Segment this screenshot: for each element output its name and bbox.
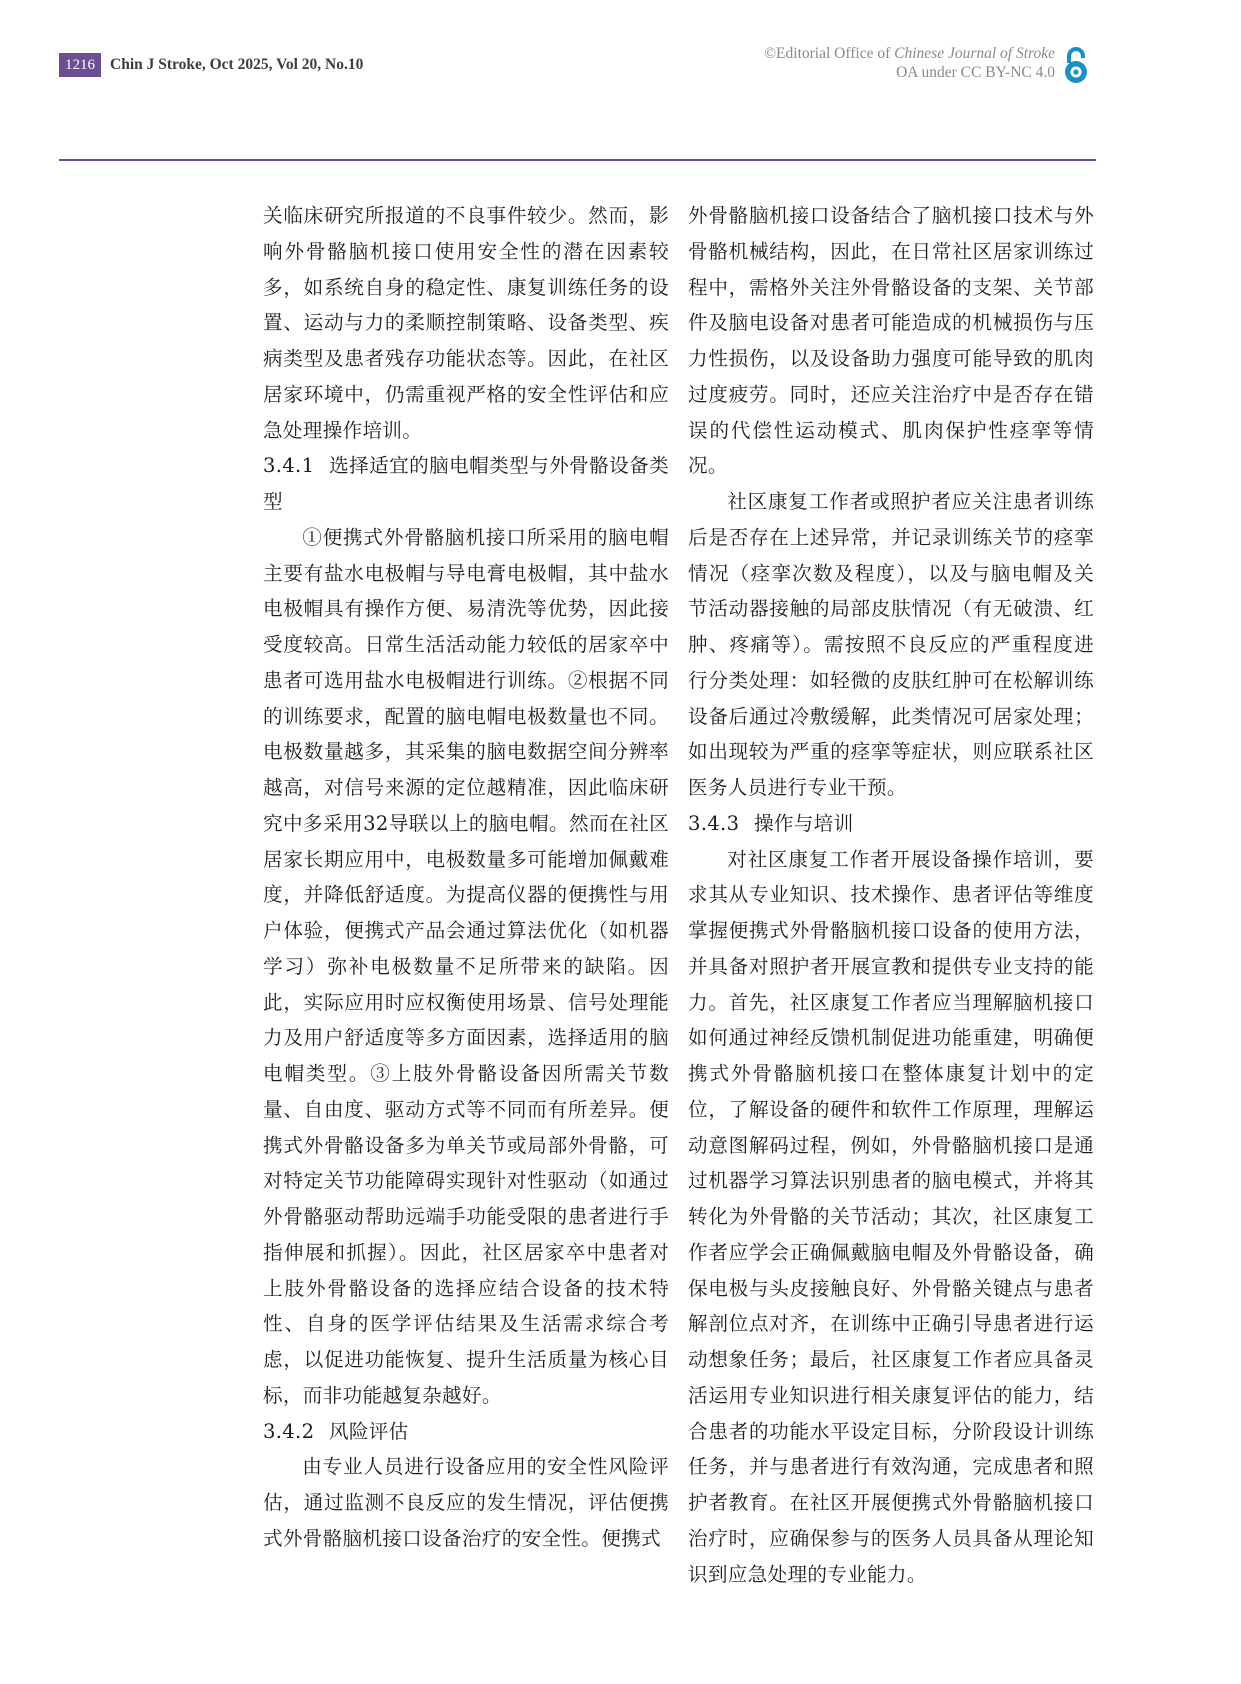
section-title: 选择适宜的脑电帽类型与外骨骼设备类型: [263, 454, 669, 513]
right-column: [688, 198, 1094, 1592]
paragraph: 对社区康复工作者开展设备操作培训，要求其从专业知识、技术操作、患者评估等维度掌握便携式外骨骼脑机接口设备的使用方法，并具备对照护者开展宣教和提供专业支持的能力。首先，社区康复工作者应当理解脑机接口如何通过神经反馈机制促进功能重建，明确便携式外骨骼脑机接口在整体康复计划中的定位，了解设备的硬件和软件工作原理，理解运动意图解码过程，例如，外骨骼脑机接口是通过机器学习算法识别患者的脑电模式，并将其转化为外骨骼的关节活动；其次，社区康复工作者应学会正确佩戴脑电帽及外骨骼设备，确保电极与头皮接触良好、外骨骼关键点与患者解剖位点对齐，在训练中正确引导患者进行运动想象任务；最后，社区康复工作者应具备灵活运用专业知识进行相关康复评估的能力，结合患者的功能水平设定目标，分阶段设计训练任务，并与患者进行有效沟通，完成患者和照护者教育。在社区开展便携式外骨骼脑机接口治疗时，应确保参与的医务人员具备从理论知识到应急处理的专业能力。: [688, 847, 1094, 1586]
section-number: 3.4.2: [263, 1419, 315, 1443]
section-heading-3-4-1: [263, 448, 669, 520]
paragraph: ①便携式外骨骼脑机接口所采用的脑电帽主要有盐水电极帽与导电膏电极帽，其中盐水电极帽具有操作方便、易清洗等优势，因此接受度较高。日常生活活动能力较低的居家卒中患者可选用盐水电极帽进行训练。②根据不同的训练要求，配置的脑电帽电极数量也不同。电极数量越多，其采集的脑电数据空间分辨率越高，对信号来源的定位越精准，因此临床研究中多采用32导联以上的脑电帽。然而在社区居家长期应用中，电极数量多可能增加佩戴难度，并降低舒适度。为提高仪器的便携性与用户体验，便携式产品会通过算法优化（如机器学习）弥补电极数量不足所带来的缺陷。因此，实际应用时应权衡使用场景、信号处理能力及用户舒适度等多方面因素，选择适用的脑电帽类型。③上肢外骨骼设备因所需关节数量、自由度、驱动方式等不同而有所差异。便携式外骨骼设备多为单关节或局部外骨骼，可对特定关节功能障碍实现针对性驱动（如通过外骨骼驱动帮助远端手功能受限的患者进行手指伸展和抓握）。因此，社区居家卒中患者对上肢外骨骼设备的选择应结合设备的技术特性、自身的医学评估结果及生活需求综合考虑，以促进功能恢复、提升生活质量为核心目标，而非功能越复杂越好。: [263, 525, 669, 1407]
paragraph: 社区康复工作者或照护者应关注患者训练后是否存在上述异常，并记录训练关节的痉挛情况（痉挛次数及程度），以及与脑电帽及关节活动器接触的局部皮肤情况（有无破溃、红肿、疼痛等）。需按照不良反应的严重程度进行分类处理：如轻微的皮肤红肿可在松解训练设备后通过冷敷缓解，此类情况可居家处理；如出现较为严重的痉挛等症状，则应联系社区医务人员进行专业干预。: [688, 490, 1094, 799]
section-number: 3.4.1: [263, 454, 315, 478]
section-title: 风险评估: [329, 1419, 409, 1443]
copyright-notice: [764, 44, 1055, 82]
paragraph: 由专业人员进行设备应用的安全性风险评估，通过监测不良反应的发生情况，评估便携式外骨骼脑机接口设备治疗的安全性。便携式: [263, 1455, 669, 1550]
copyright-prefix: ©Editorial Office of: [764, 45, 895, 62]
license-line: OA under CC BY-NC 4.0: [896, 64, 1055, 81]
page-number: 1216: [59, 53, 101, 77]
section-heading-3-4-3: [688, 806, 1094, 842]
section-title: 操作与培训: [754, 811, 854, 835]
paragraph: 关临床研究所报道的不良事件较少。然而，影响外骨骼脑机接口使用安全性的潜在因素较多，如系统自身的稳定性、康复训练任务的设置、运动与力的柔顺控制策略、设备类型、疾病类型及患者残存功能状态等。因此，在社区居家环境中，仍需重视严格的安全性评估和应急处理操作培训。: [263, 204, 669, 442]
copyright-line: [764, 44, 1055, 63]
section-heading-3-4-2: [263, 1414, 669, 1450]
journal-name: Chinese Journal of Stroke: [894, 45, 1055, 62]
open-access-lock-icon: [1062, 46, 1090, 84]
paragraph: 外骨骼脑机接口设备结合了脑机接口技术与外骨骼机械结构，因此，在日常社区居家训练过程中，需格外关注外骨骼设备的支架、关节部件及脑电设备对患者可能造成的机械损伤与压力性损伤，以及设备助力强度可能导致的肌肉过度疲劳。同时，还应关注治疗中是否存在错误的代偿性运动模式、肌肉保护性痉挛等情况。: [688, 204, 1094, 478]
journal-reference: Chin J Stroke, Oct 2025, Vol 20, No.10: [110, 56, 364, 73]
header-rule: [59, 159, 1096, 161]
left-column: [263, 198, 669, 1557]
section-number: 3.4.3: [688, 811, 740, 835]
